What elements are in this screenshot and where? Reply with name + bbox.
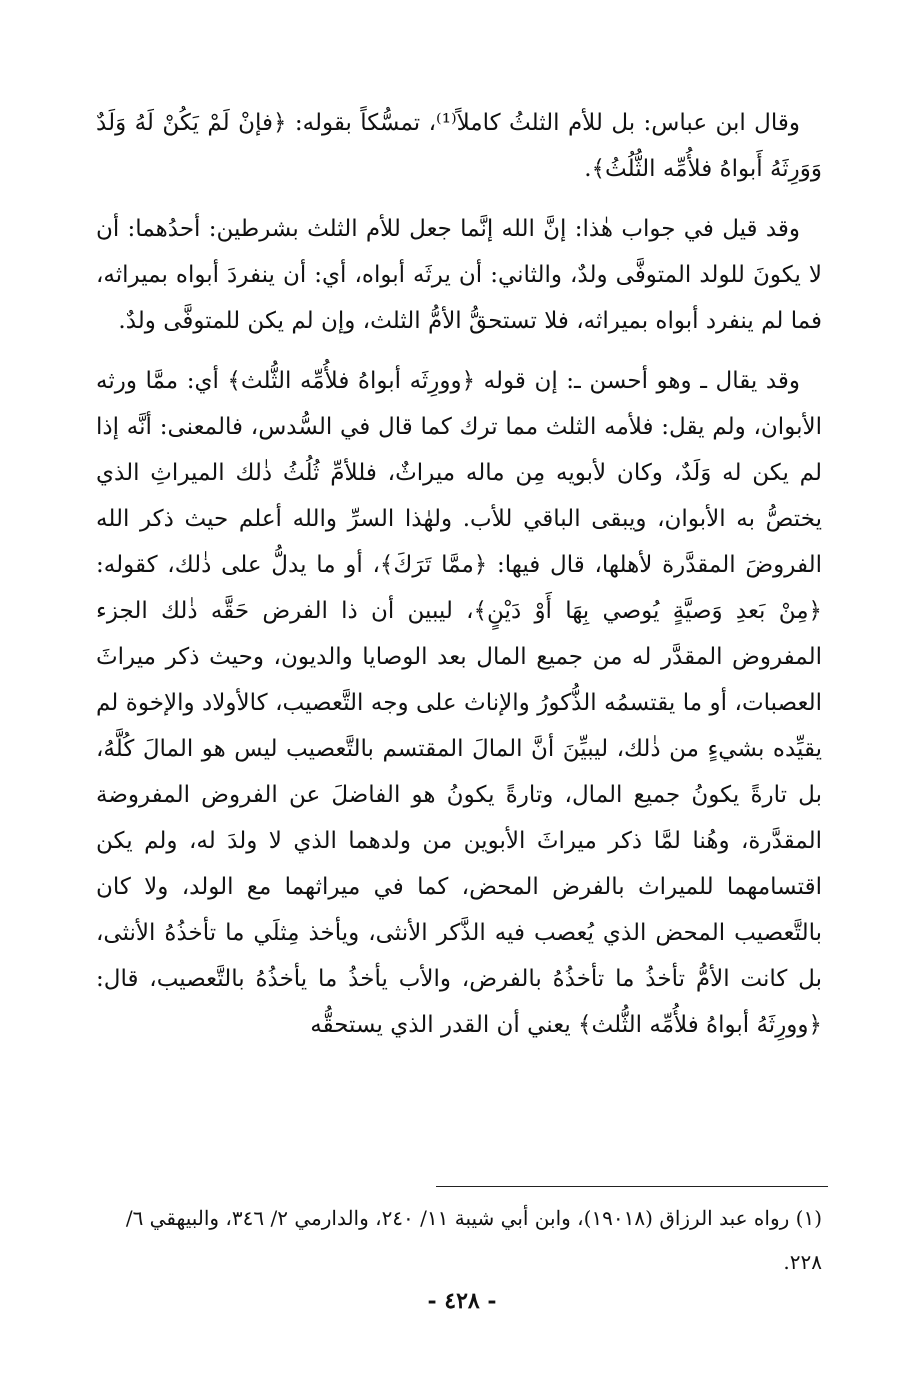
page-body: [96, 100, 822, 1048]
paragraph-2: وقد قيل في جواب هٰذا: إنَّ الله إنَّما جعل للأم الثلث بشرطين: أحدُهما: أن لا يكونَ للولد المتوفَّى ولدٌ، والثاني: أن يرثَه أبواه، أي: أن ينفردَ أبواه بميراثه، فما لم ينفرد أبواه بميراثه، فلا تستحقُّ الأمُّ الثلث، وإن لم يكن للمتوفَّى ولدٌ.: [96, 216, 822, 334]
footnote: (١) رواه عبد الرزاق (١٩٠١٨)، وابن أبي شيبة ١١/ ٢٤٠، والدارمي ٢/ ٣٤٦، والبيهقي ٦/ ٢٢٨.: [125, 1206, 822, 1274]
paragraph-3: وقد يقال ـ وهو أحسن ـ: إن قوله ﴿وورِثَه أبواهُ فلأُمِّه الثُّلث﴾ أي: ممَّا ورثه الأبوان، ولم يقل: فلأمه الثلث مما ترك كما قال في السُّدس، فالمعنى: أنَّه إذا لم يكن له وَلَدٌ، وكان لأبويه مِن ماله ميراثٌ، فللأمِّ ثُلُثُ ذٰلك الميراثِ الذي يختصُّ به الأبوان، ويبقى الباقي للأب. ولهٰذا السرِّ والله أعلم حيث ذكر الله الفروضَ المقدَّرة لأهلها، قال فيها: ﴿ممَّا تَرَكَ﴾، أو ما يدلُّ على ذٰلك، كقوله: ﴿مِنْ بَعدِ وَصيَّةٍ يُوصي بِهَا أَوْ دَيْنٍ﴾، ليبين أن ذا الفرض حَقَّه ذٰلك الجزء المفروض المقدَّر له من جميع المال بعد الوصايا والديون، وحيث ذكر ميراثَ العصبات، أو ما يقتسمُه الذُّكورُ والإناث على وجه التَّعصيب، كالأولاد والإخوة لم يقيِّده بشيءٍ من ذٰلك، ليبيِّنَ أنَّ المالَ المقتسم بالتَّعصيب ليس هو المالَ كُلَّهُ، بل تارةً يكونُ جميع المال، وتارةً يكونُ هو الفاضلَ عن الفروض المفروضة المقدَّرة، وهُنا لمَّا ذكر ميراثَ الأبوين من ولدهما الذي لا ولدَ له، ولم يكن اقتسامهما للميراث بالفرض المحض، كما في ميراثهما مع الولد، ولا كان بالتَّعصيب المحض الذي يُعصب فيه الذَّكر الأنثى، ويأخذ مِثلَي ما تأخذُهُ الأنثى، بل كانت الأمُّ تأخذُ ما تأخذُهُ بالفرض، والأب يأخذُ ما يأخذُهُ بالتَّعصيب، قال: ﴿وورِثَهُ أبواهُ فلأُمِّه الثُّلث﴾ يعني أن القدر الذي يستحقُّه: [96, 368, 822, 1038]
footnote-divider: [436, 1186, 828, 1187]
page-number: - ٤٢٨ -: [427, 1288, 497, 1314]
paragraph-1: وقال ابن عباس: بل للأم الثلثُ كاملاً⁽¹⁾، تمسُّكاً بقوله: ﴿فإنْ لَمْ يَكُنْ لَهُ وَلَدٌ وَوَرِثَهُ أَبواهُ فلأُمِّه الثُّلُثُ﴾.: [96, 110, 822, 182]
